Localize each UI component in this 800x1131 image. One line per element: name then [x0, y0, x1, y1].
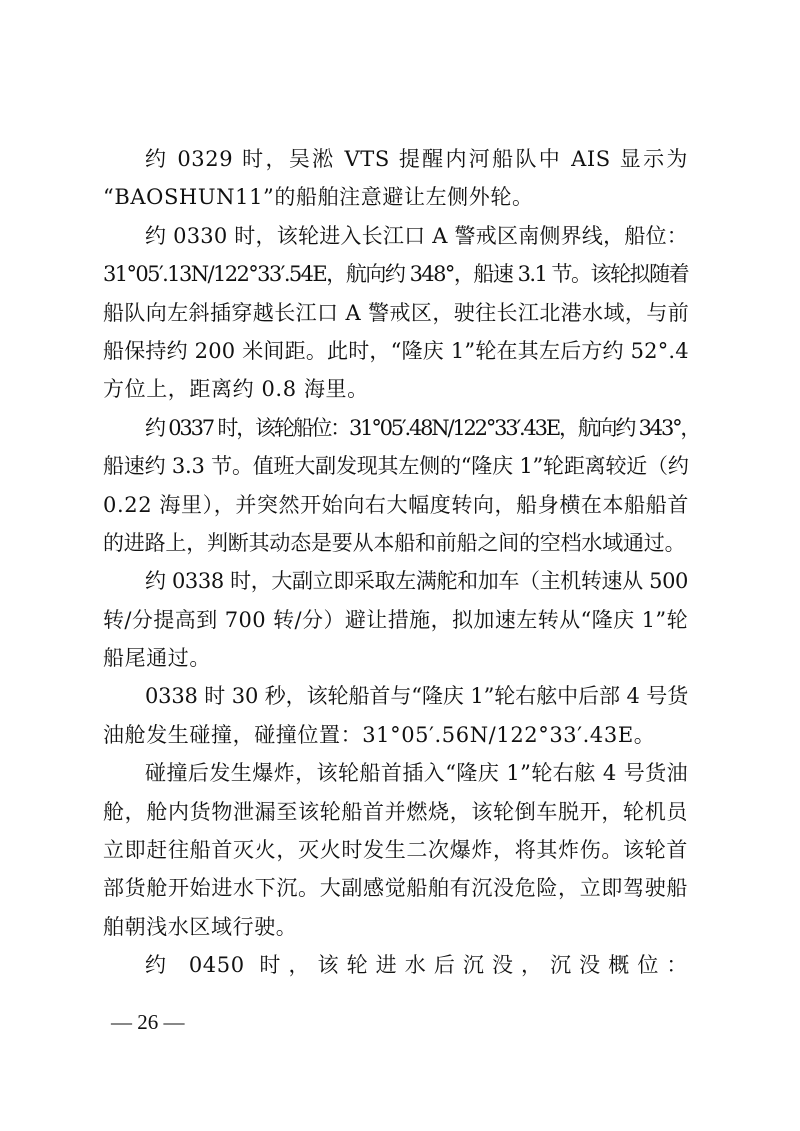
text-line: 船速约 3.3 节。值班大副发现其左侧的“隆庆 1”轮距离较近（约	[103, 454, 689, 479]
text-line: 0338 时 30 秒，该轮船首与“隆庆 1”轮右舷中后部 4 号货	[145, 684, 688, 709]
text-line: 方位上，距离约 0.8 海里。	[103, 377, 369, 402]
text-line: 31°05′.13N/122°33′.54E，航向约 348°，船速 3.1 节。该轮拟随着	[103, 262, 688, 287]
page-number: — 26 —	[111, 1010, 185, 1034]
text-line: 约 0450 时，该轮进水后沉没，沉没概位：	[145, 953, 688, 978]
text-line: 油舱发生碰撞，碰撞位置：31°05′.56N/122°33′.43E。	[103, 722, 656, 747]
paragraph-explosion	[103, 754, 688, 946]
text-line: 船尾通过。	[103, 646, 211, 671]
text-line: 约 0337 时，该轮船位：31°05′.48N/122°33′.43E，航向约 343°，	[145, 415, 700, 440]
text-line: 碰撞后发生爆炸，该轮船首插入“隆庆 1”轮右舷 4 号货油	[145, 761, 688, 786]
paragraph-collision	[103, 677, 688, 754]
text-line: 船队向左斜插穿越长江口 A 警戒区，驶往长江北港水域，与前	[103, 300, 690, 325]
paragraph-0337	[103, 409, 700, 563]
text-line: 约 0329 时，吴淞 VTS 提醒内河船队中 AIS 显示为	[145, 147, 688, 171]
text-line: 立即赶往船首灭火，灭火时发生二次爆炸，将其炸伤。该轮首	[103, 838, 688, 863]
text-line: 约 0338 时，大副立即采取左满舵和加车（主机转速从 500	[145, 569, 688, 594]
text-line: 转/分提高到 700 转/分）避让措施，拟加速左转从“隆庆 1”轮	[103, 607, 688, 632]
paragraph-0330	[103, 217, 688, 409]
text-line: 0.22 海里），并突然开始向右大幅度转向，船身横在本船船首	[103, 492, 689, 517]
text-line: 船保持约 200 米间距。此时，“隆庆 1”轮在其左后方约 52°.4	[103, 338, 689, 363]
paragraph-0338	[103, 562, 688, 677]
body-text	[103, 140, 700, 985]
text-line: 部货舱开始进水下沉。大副感觉船舶有沉没危险，立即驾驶船	[103, 876, 688, 901]
text-line: “BAOSHUN11”的船舶注意避让左侧外轮。	[103, 185, 534, 210]
text-line: 舶朝浅水区域行驶。	[103, 914, 298, 939]
paragraph-0329	[103, 140, 688, 217]
text-line: 的进路上，判断其动态是要从本船和前船之间的空档水域通过。	[103, 530, 686, 555]
text-line: 舱，舱内货物泄漏至该轮船首并燃烧，该轮倒车脱开，轮机员	[103, 799, 688, 824]
paragraph-0450	[103, 946, 688, 984]
text-line: 约 0330 时，该轮进入长江口 A 警戒区南侧界线，船位：	[145, 223, 688, 248]
